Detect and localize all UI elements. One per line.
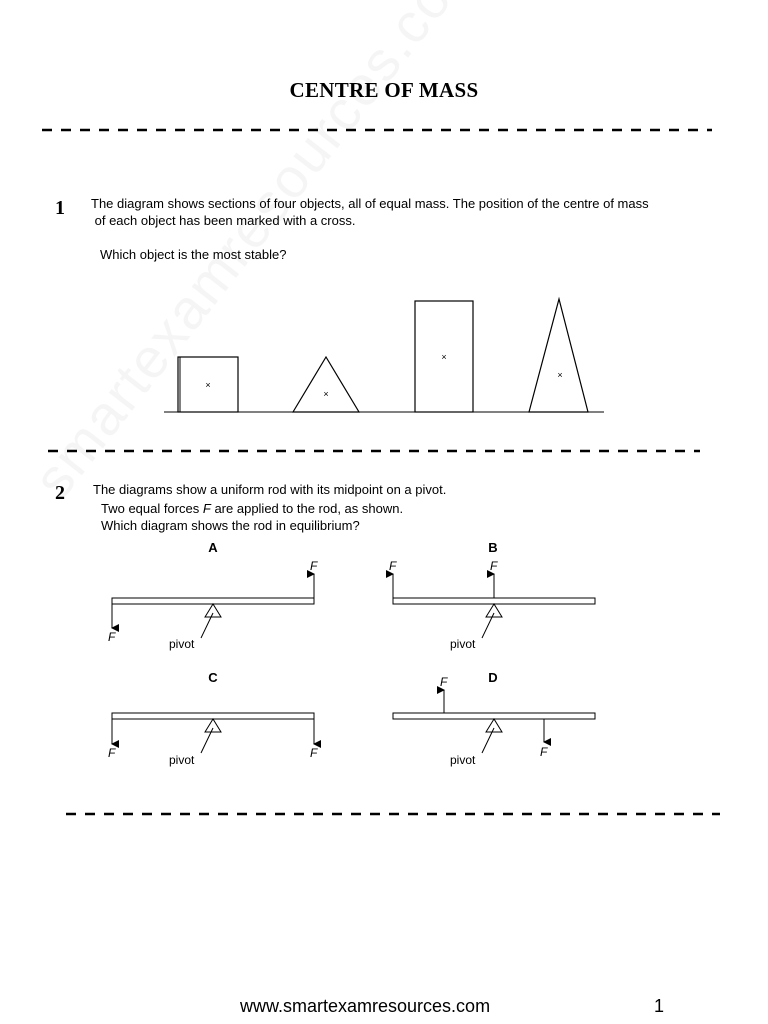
q2-force-label-a2: F [310,559,318,573]
question-2-text-line-2-post: are applied to the rod, as shown. [210,501,404,516]
question-1-text-line-2: of each object has been marked with a cross. [91,213,356,228]
footer-url[interactable]: www.smartexamresources.com [240,996,491,1016]
q2-diagram-b [389,540,595,651]
q1-object-tall-triangle [529,299,588,412]
q2-option-label-d: D [488,670,498,685]
q2-force-label-d2: F [540,745,548,759]
question-2-text-line-2-pre: Two equal forces [101,501,203,516]
question-2-force-symbol: F [202,501,211,516]
q2-pivot-label-d: pivot [450,753,476,767]
q2-option-label-b: B [488,540,498,555]
q2-option-label-a: A [208,540,218,555]
q1-cross-2: × [323,389,329,399]
question-2-number: 2 [55,482,65,504]
question-2-text-line-2 [101,500,403,517]
question-1-text-line-1: The diagram shows sections of four objects, all of equal mass. The position of the centre of mass [91,196,649,211]
q1-object-short-triangle [293,357,359,412]
q2-diagram-d [393,670,595,767]
question-2-prompt: Which diagram shows the rod in equilibrium? [101,518,360,533]
q2-diagram-a [108,540,318,651]
q2-pivot-a [205,604,221,617]
q2-pivot-label-b: pivot [450,637,476,651]
question-2-text-line-1: The diagrams show a uniform rod with its midpoint on a pivot. [93,482,447,497]
question-1-number: 1 [55,197,65,219]
q2-diagram-c [108,670,318,767]
q2-force-label-c1: F [108,746,116,760]
question-1-prompt: Which object is the most stable? [100,247,287,262]
q1-cross-4: × [557,370,563,380]
q2-pivot-d [486,719,502,732]
q2-pivot-label-a: pivot [169,637,195,651]
q2-force-label-b2: F [490,559,498,573]
q2-pivot-b [486,604,502,617]
q2-force-label-c2: F [310,746,318,760]
q2-pivot-label-c: pivot [169,753,195,767]
q1-cross-3: × [441,352,447,362]
q2-force-label-b1: F [389,559,397,573]
q1-cross-1: × [205,380,211,390]
q2-force-label-d1: F [440,675,448,689]
q2-pivot-c [205,719,221,732]
page-number: 1 [654,996,665,1016]
q1-figure [164,299,604,412]
q2-option-label-c: C [208,670,218,685]
page-title: CENTRE OF MASS [289,78,479,102]
q2-force-label-a1: F [108,630,116,644]
